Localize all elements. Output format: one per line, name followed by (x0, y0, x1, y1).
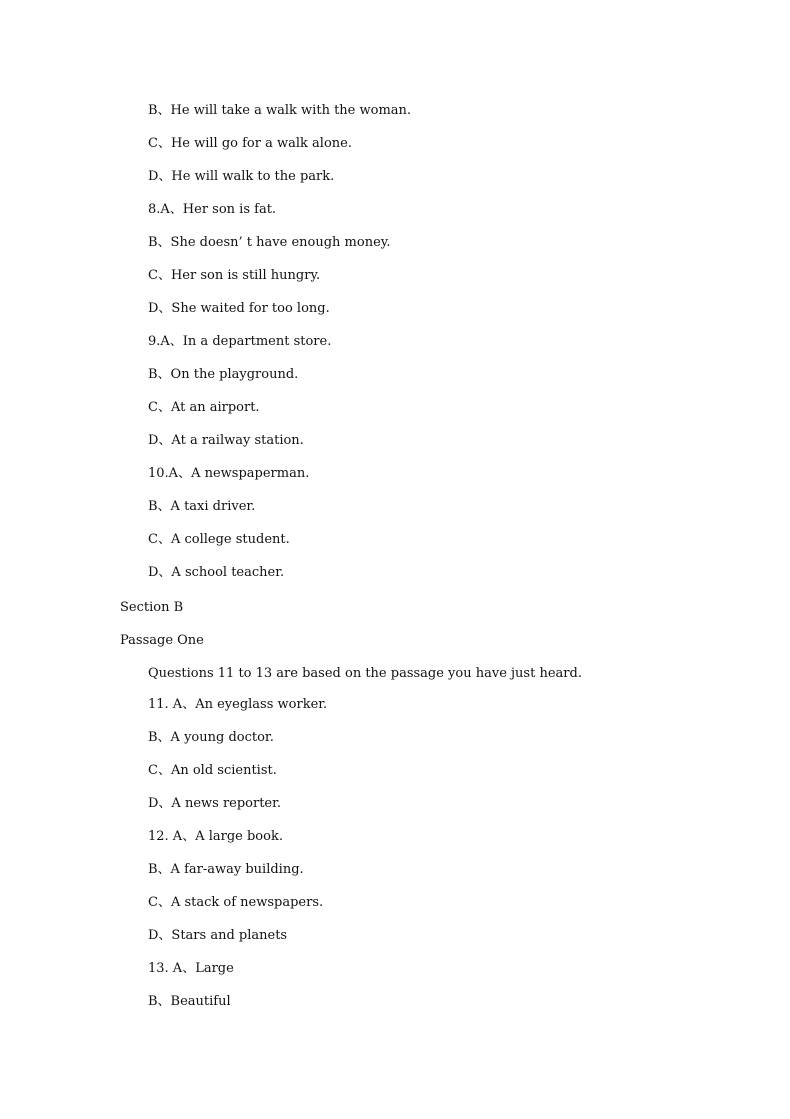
passage-heading: Passage One (120, 633, 204, 648)
option-11b: B、A young doctor. (148, 730, 274, 745)
question-10-option-a: 10.A、A newspaperman. (148, 466, 310, 481)
option-10b: B、A taxi driver. (148, 499, 256, 514)
option-7b: B、He will take a walk with the woman. (148, 103, 412, 118)
option-9c: C、At an airport. (148, 400, 260, 415)
question-11-option-a: 11. A、An eyeglass worker. (148, 697, 328, 712)
option-8c: C、Her son is still hungry. (148, 268, 321, 283)
option-10c: C、A college student. (148, 532, 290, 547)
option-11d: D、A news reporter. (148, 796, 282, 811)
option-12d: D、Stars and planets (148, 928, 288, 943)
option-8b: B、She doesn’ t have enough money. (148, 235, 391, 250)
question-9-option-a: 9.A、In a department store. (148, 334, 332, 349)
option-9d: D、At a railway station. (148, 433, 304, 448)
option-7c: C、He will go for a walk alone. (148, 136, 352, 151)
option-9b: B、On the playground. (148, 367, 299, 382)
option-13b: B、Beautiful (148, 994, 231, 1009)
option-8d: D、She waited for too long. (148, 301, 330, 316)
section-heading: Section B (120, 600, 184, 615)
option-10d: D、A school teacher. (148, 565, 285, 580)
question-8-option-a: 8.A、Her son is fat. (148, 202, 277, 217)
option-12b: B、A far-away building. (148, 862, 304, 877)
option-12c: C、A stack of newspapers. (148, 895, 324, 910)
question-12-option-a: 12. A、A large book. (148, 829, 283, 844)
passage-instruction: Questions 11 to 13 are based on the passage you have just heard. (148, 666, 582, 681)
option-11c: C、An old scientist. (148, 763, 277, 778)
question-13-option-a: 13. A、Large (148, 961, 234, 976)
option-7d: D、He will walk to the park. (148, 169, 335, 184)
